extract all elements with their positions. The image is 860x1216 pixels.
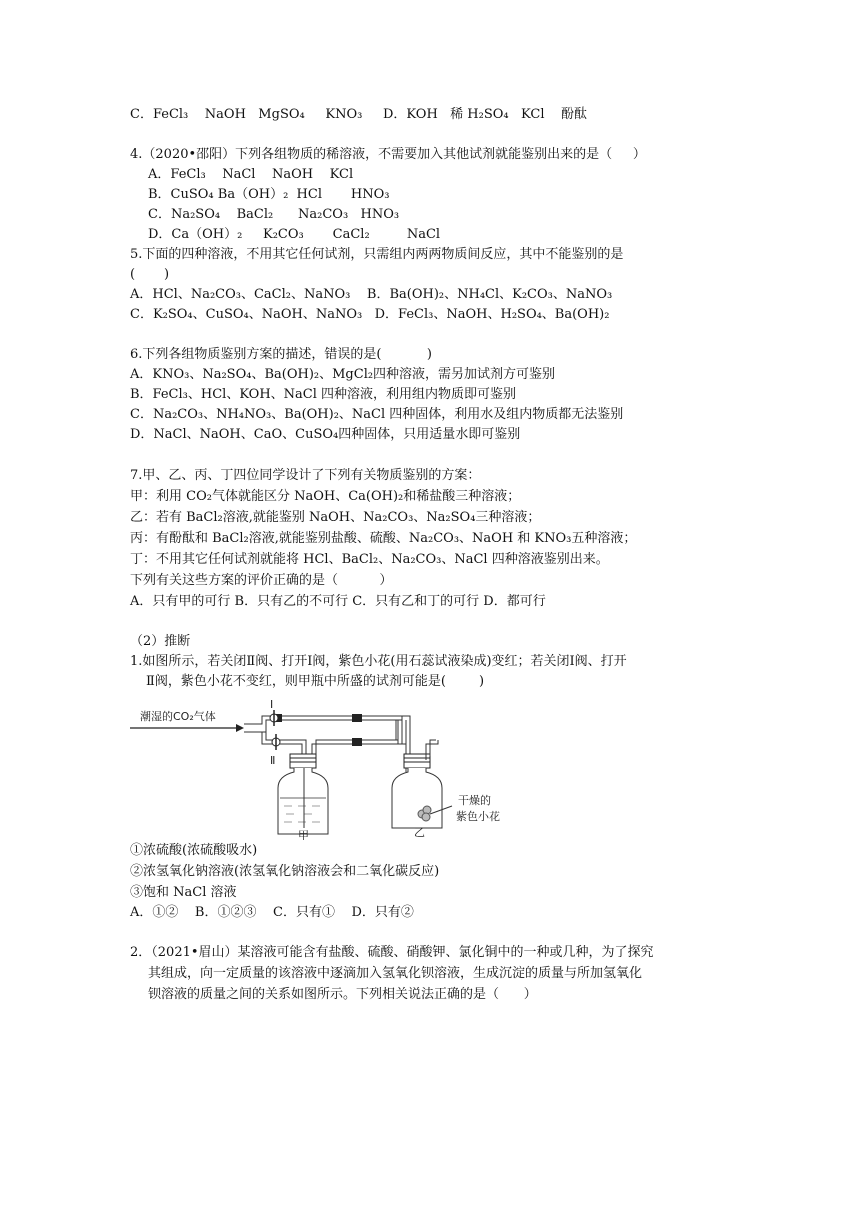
q6-option-d: D．NaCl、NaOH、CaO、CuSO₄四种固体，只用适量水即可鉴别 <box>130 427 521 442</box>
q7-question: 下列有关这些方案的评价正确的是（ ） <box>130 573 393 588</box>
reagent-2: ②浓氢氧化钠溶液(浓氢氧化钠溶液会和二氧化碳反应) <box>130 864 440 879</box>
q6-option-a: A．KNO₃、Na₂SO₄、Ba(OH)₂、MgCl₂四种溶液，需另加试剂方可鉴别 <box>130 367 556 382</box>
q4-option-a: A．FeCl₃ NaCl NaOH KCl <box>148 167 354 182</box>
pipe-lower <box>262 732 402 760</box>
question-5-blank: ( ) <box>130 267 170 282</box>
q5-options-cd: C．K₂SO₄、CuSO₄、NaOH、NaNO₃ D．FeCl₃、NaOH、H₂SO₄、Ba(OH)₂ <box>130 307 610 322</box>
inference-q2-stem-line3: 钡溶液的质量之间的关系如图所示。下列相关说法正确的是（ ） <box>148 987 537 1002</box>
bottle-jia-label: 甲 <box>298 829 309 840</box>
gas-label: 潮湿的CO₂气体 <box>140 710 216 723</box>
flower-label-line1: 干燥的 <box>458 794 491 807</box>
inference-q2-stem-line2: 其组成，向一定质量的该溶液中逐滴加入氢氧化钡溶液，生成沉淀的质量与所加氢氧化 <box>148 966 643 981</box>
valve-2-icon <box>272 734 280 750</box>
q7-options: A．只有甲的可行 B．只有乙的不可行 C．只有乙和丁的可行 D．都可行 <box>130 594 546 609</box>
question-5-stem: 5.下面的四种溶液，不用其它任何试剂，只需组内两两物质间反应，其中不能鉴别的是 <box>130 247 624 262</box>
apparatus-diagram <box>126 700 526 840</box>
q4-option-d: D．Ca（OH）₂ K₂CO₃ CaCl₂ NaCl <box>148 227 441 242</box>
gas-inlet-arrow <box>130 724 244 732</box>
pipe-upper <box>244 716 402 740</box>
bottle-jia <box>278 754 328 834</box>
bottle-yi <box>392 740 442 828</box>
q4-option-b: B．CuSO₄ Ba（OH）₂ HCl HNO₃ <box>148 187 390 202</box>
flower-label-line2: 紫色小花 <box>456 810 500 823</box>
inference-q1-stem-line1: 1.如图所示，若关闭Ⅱ阀、打开Ⅰ阀，紫色小花(用石蕊试液染成)变红；若关闭Ⅰ阀、打开 <box>130 654 627 669</box>
reagent-3: ③饱和 NaCl 溶液 <box>130 885 237 900</box>
q6-option-c: C．Na₂CO₃、NH₄NO₃、Ba(OH)₂、NaCl 四种固体，利用水及组内物质都无法鉴别 <box>130 407 624 422</box>
question-4-stem: 4.（2020•邵阳）下列各组物质的稀溶液，不需要加入其他试剂就能鉴别出来的是（ ） <box>130 147 646 162</box>
inference-q2-stem-line1: 2．（2021•眉山）某溶液可能含有盐酸、硫酸、硝酸钾、氯化铜中的一种或几种，为了探究 <box>130 945 654 960</box>
q7-plan-yi: 乙：若有 BaCl₂溶液,就能鉴别 NaOH、Na₂CO₃、Na₂SO₄三种溶液； <box>130 510 541 525</box>
valve-2-label: Ⅱ <box>270 754 276 767</box>
q6-option-b: B．FeCl₃、HCl、KOH、NaCl 四种溶液，利用组内物质即可鉴别 <box>130 387 517 402</box>
q7-plan-jia: 甲：利用 CO₂气体就能区分 NaOH、Ca(OH)₂和稀盐酸三种溶液； <box>130 489 521 504</box>
connector-upper-right <box>352 714 362 722</box>
q4-option-c: C．Na₂SO₄ BaCl₂ Na₂CO₃ HNO₃ <box>148 207 400 222</box>
bottle-yi-label: 乙 <box>414 826 425 839</box>
valve-1-icon <box>270 710 278 726</box>
pipe-to-yi <box>398 740 402 744</box>
connector-lower <box>352 738 362 746</box>
text-line-c-d-options: C．FeCl₃ NaOH MgSO₄ KNO₃ D．KOH 稀 H₂SO₄ KCl 酚酞 <box>130 107 588 122</box>
question-7-stem: 7.甲、乙、丙、丁四位同学设计了下列有关物质鉴别的方案： <box>130 468 481 483</box>
inference-q1-stem-line2: Ⅱ阀，紫色小花不变红，则甲瓶中所盛的试剂可能是( ) <box>146 674 485 689</box>
valve-1-label: Ⅰ <box>270 700 274 711</box>
section-heading-inference: （2）推断 <box>130 634 191 649</box>
q7-plan-bing: 丙：有酚酞和 BaCl₂溶液,就能鉴别盐酸、硫酸、Na₂CO₃、NaOH 和 KNO₃五种溶液； <box>130 531 637 546</box>
inference-q1-options: A．①② B．①②③ C．只有① D．只有② <box>130 905 414 920</box>
reagent-1: ①浓硫酸(浓硫酸吸水) <box>130 843 258 858</box>
question-6-stem: 6.下列各组物质鉴别方案的描述，错误的是( ) <box>130 347 433 362</box>
q7-plan-ding: 丁：不用其它任何试剂就能将 HCl、BaCl₂、Na₂CO₃、NaCl 四种溶液鉴别出来。 <box>130 552 609 567</box>
q5-options-ab: A．HCl、Na₂CO₃、CaCl₂、NaNO₃ B．Ba(OH)₂、NH₄Cl、K₂CO₃、NaNO₃ <box>130 287 613 302</box>
